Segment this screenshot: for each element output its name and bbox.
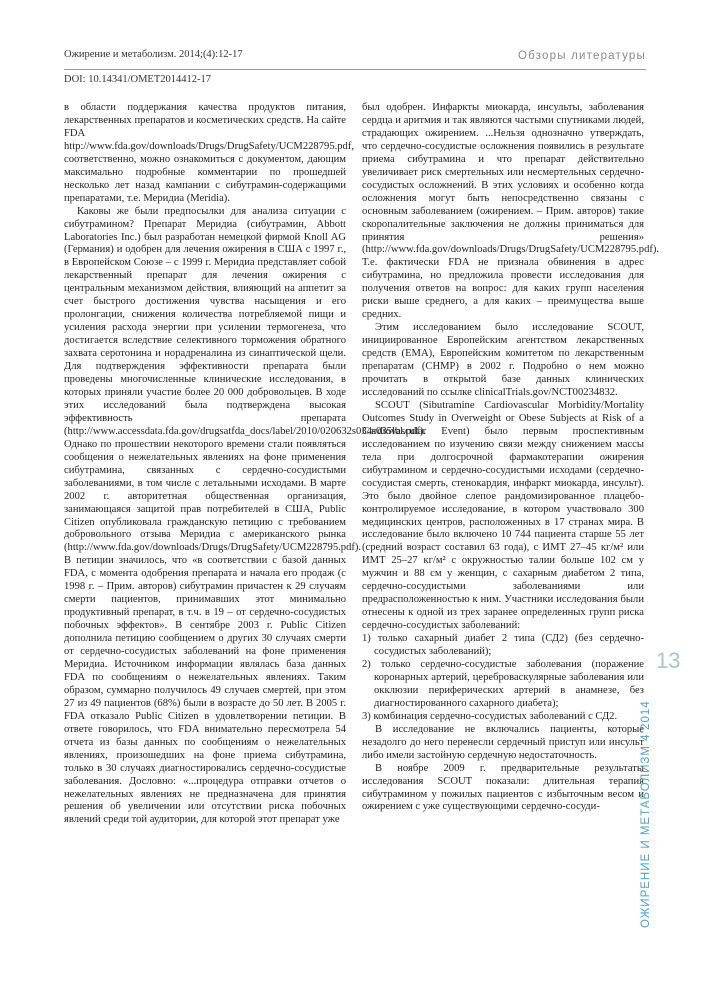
- paragraph: В ноябре 2009 г. предварительные результаты исследования SCOUT показали: длительная терапия сибутрамином у пожилых пациентов с избыточным весом и ожирением с уже существующими сердечно-сосуди-: [362, 762, 644, 813]
- journal-side-title: ОЖИРЕНИЕ И МЕТАБОЛИЗМ 4’2014: [640, 700, 652, 928]
- paragraph: был одобрен. Инфаркты миокарда, инсульты, заболевания сердца и аритмия и так являются частыми спутниками людей, страдающих ожирением. ...Нельзя однозначно утверждать, что сердечно-сосудистые осложнения появились в результате приема сибутрамина и что препарат действительно увеличивает риск смертельных или несмертельных сердечно-сосудистых осложнений. В этих условиях и особенно когда осложнения могут быть непосредственно связаны с основным заболеванием (ожирением. – Прим. авторов) такие скоропалительные заключения не должны приниматься для принятия решения» (http://www.fda.gov/downloads/Drugs/DrugSafety/UCM228795.pdf). Т.е. фактически FDA не признала обвинения в адрес сибутрамина, но предложила провести исследования для получения ответов на вопрос: для каких групп населения риски выше среднего, а для каких – преимущества выше средних.: [362, 102, 660, 321]
- paragraph: В исследование не включались пациенты, которые незадолго до него перенесли сердечный приступ или инсульт либо имели застойную сердечную недостаточность.: [362, 723, 644, 761]
- risk-groups-list: [362, 633, 644, 724]
- journal-reference: Ожирение и метаболизм. 2014;(4):12-17: [64, 49, 243, 60]
- list-item: 1) только сахарный диабет 2 типа (СД2) (без сердечно-сосудистых заболеваний);: [362, 633, 644, 658]
- page-number: 13: [656, 648, 681, 673]
- left-column: [64, 102, 427, 827]
- paragraph: в области поддержания качества продуктов питания, лекарственных препаратов и косметических средств. На сайте FDA http://www.fda.gov/downloads/Drugs/DrugSafety/UCM228795.pdf, соответственно, можно ознакомиться с документом, дающим максимально подробные комментарии по прошедшей несколько лет назад кампании с сибутрамин-содержащими препаратами, т.е. Меридиа (Meridia).: [64, 102, 355, 204]
- paragraph: Каковы же были предпосылки для анализа ситуации с сибутрамином? Препарат Меридиа (сибутрамин, Abbott Laboratories Inc.) был разработан немецкой фирмой Knoll AG (Германия) и одобрен для лечения ожирения в США с 1997 г., в Европейском Союзе – с 1999 г. Меридиа представляет собой лекарственный препарат для лечения ожирения с центральным механизмом действия, влияющий на аппетит за счет быстрого достижения чувства насыщения и его пролонгации, снижения количества потребляемой пищи и усиления расхода энергии при усилении термогенеза, что достигается вследствие селективного торможения обратного захвата серотонина и норадреналина из синаптической щели. Для подтверждения эффективности препарата были проведены многочисленные клинические исследования, в которых приняли участие более 20 000 добровольцев. В ходе этих исследований была подтверждена высокая эффективность препарата (http://www.accessdata.fda.gov/drugsatfda_docs/label/2010/020632s034s035lbl.pdf). Однако по прошествии некоторого времени стали появляться сообщения о нежелательных явлениях на фоне применения сибутрамина, связанных с сердечно-сосудистыми заболеваниями, в том числе с летальными исходами. В марте 2002 г. авторитетная общественная организация, занимающаяся защитой прав потребителей в США, Public Citizen опубликовала гражданскую петицию с требованием добровольного отзыва Меридиа с американского рынка (http://www.fda.gov/downloads/Drugs/DrugSafety/UCM228795.pdf). В петиции значилось, что «в соответствии с базой данных FDA, с момента одобрения препарата и начала его продаж (с 1998 г. – Прим. авторов) сибутрамин причастен к 29 случаям смерти пациентов, принимавших этот минимально продуктивный препарат, в т.ч. в 19 – от сердечно-сосудистых побочных эффектов». В сентябре 2003 г. Public Citizen дополнила петицию сообщением о других 30 случаях смерти от сердечно-сосудистых заболеваний на фоне применения Меридиа. Источником информации являлась база данных FDA по сообщениям о нежелательных явлениях. Таким образом, суммарно получилось 49 случаев смертей, при этом 27 из 49 пациентов (68%) были в возрасте до 50 лет. В 2005 г. FDA отказало Public Citizen в удовлетворении петиции. В ответе говорилось, что FDA внимательно пересмотрела 54 отчета из базы данных по сообщениям о нежелательных явлениях, произошедших на фоне приема сибутрамина, только в 30 случаях диагностировались сердечно-сосудистые заболевания. Дословно: «...процедура отправки отчетов о нежелательных явлениях не предназначена для принятия решения об увеличении или отсутствии риска побочных явлений среди той аудитории, для которой этот препарат уже: [64, 205, 427, 826]
- paragraph: SCOUT (Sibutramine Cardiovascular Morbidity/Mortality Outcomes Study in Overweight or Obese Subjects at Risk of a Cardiovascular Event) было первым проспективным исследованием по изучению связи между снижением массы тела при долгосрочной фармакотерапии ожирения сибутрамином и сердечно-сосудистыми исходами (сердечно-сосудистая смерть, стенокардия, инфаркт миокарда, инсульт). Это было двойное слепое рандомизированное плацебо-контролируемое исследование, в котором участвовало 300 медицинских центров, расположенных в 17 странах мира. В исследование было включено 10 744 пациента старше 55 лет (средний возраст составил 63 года), с ИМТ 27–45 кг/м² или ИМТ 25–27 кг/м² с окружностью талии больше 102 см у мужчин и 88 см у женщин, с сахарным диабетом 2 типа, сердечно-сосудистыми заболеваниями или предрасположенностью к ним. Участники исследования были отнесены к одной из трех заранее определенных групп риска сердечно-сосудистых заболеваний:: [362, 399, 644, 632]
- header-rule: [64, 69, 646, 70]
- paragraph: Этим исследованием было исследование SCOUT, инициированное Европейским агентством лекарственных средств (EMA), Европейским комитетом по лекарственным препаратам (CHMP) в 2002 г. Подробно о нем можно прочитать в открытой базе данных клинических исследований по ссылке clinicalTrials.gov/NCT00234832.: [362, 322, 644, 398]
- section-label: Обзоры литературы: [518, 50, 646, 62]
- doi: DOI: 10.14341/OMET2014412-17: [64, 74, 211, 85]
- list-item: 3) комбинация сердечно-сосудистых заболеваний с СД2.: [362, 710, 618, 722]
- list-item: 2) только сердечно-сосудистые заболевания (поражение коронарных артерий, цереброваскулярные заболевания или окклюзии периферических артерий в анамнезе, без диагностированного сахарного диабета);: [362, 658, 644, 709]
